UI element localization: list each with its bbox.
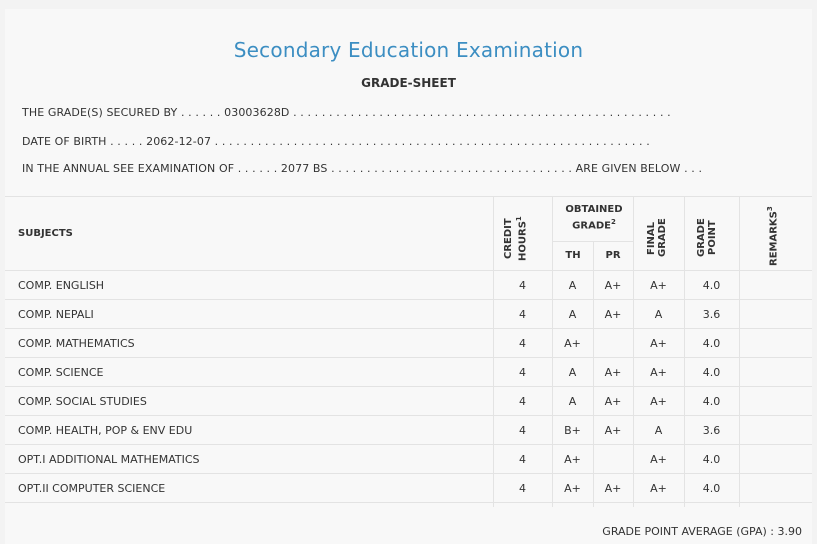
header-subjects: SUBJECTS	[18, 228, 73, 239]
cell-subject: COMP. MATHEMATICS	[18, 337, 135, 350]
table-divider	[5, 415, 812, 416]
table-divider	[5, 473, 812, 474]
table-subheader-divider	[552, 241, 633, 242]
header-remarks	[765, 205, 779, 267]
info-dob-label: DATE OF BIRTH . . . . .	[22, 135, 143, 148]
table-divider	[5, 299, 812, 300]
cell-final: A+	[650, 453, 667, 466]
cell-subject: OPT.II COMPUTER SCIENCE	[18, 482, 166, 495]
header-final-line2: GRADE	[657, 218, 668, 258]
info-dots: . . . . . . . . . . . . . . . . . . . . . . . . . . . . . . . . . . . . . . . . . . . . . . . . . . . . . . . . . . . . .	[214, 135, 650, 148]
cell-subject: COMP. HEALTH, POP & ENV EDU	[18, 424, 193, 437]
cell-final: A	[654, 424, 663, 437]
info-symbol-number: 03003628D	[224, 106, 290, 119]
cell-subject: OPT.I ADDITIONAL MATHEMATICS	[18, 453, 200, 466]
info-exam-end: ARE GIVEN BELOW . . .	[575, 162, 703, 175]
header-obtained-sup: 2	[610, 218, 616, 226]
table-divider	[5, 502, 812, 503]
cell-th: A	[568, 308, 577, 321]
gpa-summary: GRADE POINT AVERAGE (GPA) : 3.90	[602, 525, 802, 538]
header-obtained-line2-wrap	[553, 218, 635, 231]
info-dob	[22, 135, 650, 148]
cell-credit: 4	[519, 337, 526, 350]
cell-credit: 4	[519, 453, 526, 466]
cell-credit: 4	[519, 395, 526, 408]
header-remarks-text: REMARKS	[768, 211, 780, 266]
cell-final: A	[654, 308, 663, 321]
table-column-divider	[739, 196, 740, 507]
info-dots: . . . . . . . . . . . . . . . . . . . . . . . . . . . . . . . . . . . . . . . . . . . . . . . . . . . . .	[293, 106, 671, 119]
cell-subject: COMP. SOCIAL STUDIES	[18, 395, 147, 408]
info-exam-label: IN THE ANNUAL SEE EXAMINATION OF . . . . . .	[22, 162, 278, 175]
cell-th: A+	[564, 453, 581, 466]
header-gp-line1: GRADE	[696, 218, 707, 258]
cell-final: A+	[650, 482, 667, 495]
cell-final: A+	[650, 279, 667, 292]
cell-pr: A+	[604, 366, 622, 379]
cell-pr: A+	[604, 482, 622, 495]
cell-pr: A+	[604, 395, 622, 408]
cell-gp: 3.6	[702, 308, 721, 321]
table-divider	[5, 444, 812, 445]
header-final-line1: FINAL	[646, 221, 657, 255]
header-credit-line2: HOURS	[517, 221, 529, 262]
cell-th: A+	[564, 337, 581, 350]
info-exam-year: 2077 BS	[280, 162, 328, 175]
header-th: TH	[565, 250, 581, 261]
header-remarks-sup: 3	[766, 206, 774, 211]
info-exam	[22, 162, 702, 175]
info-secured-by	[22, 106, 671, 119]
cell-th: A	[568, 395, 577, 408]
cell-credit: 4	[519, 366, 526, 379]
cell-gp: 4.0	[702, 453, 721, 466]
table-divider	[5, 328, 812, 329]
cell-th: A+	[564, 482, 581, 495]
cell-gp: 4.0	[702, 366, 721, 379]
header-gp-line2: POINT	[707, 220, 718, 256]
info-secured-by-label: THE GRADE(S) SECURED BY . . . . . .	[22, 106, 221, 119]
cell-credit: 4	[519, 308, 526, 321]
header-obtained-line2: GRADE	[572, 220, 611, 232]
cell-credit: 4	[519, 279, 526, 292]
cell-gp: 4.0	[702, 279, 721, 292]
cell-final: A+	[650, 337, 667, 350]
cell-gp: 3.6	[702, 424, 721, 437]
cell-pr: A+	[604, 279, 622, 292]
cell-th: A	[568, 366, 577, 379]
info-dots: . . . . . . . . . . . . . . . . . . . . . . . . . . . . . . . . . .	[331, 162, 573, 175]
cell-pr: A+	[604, 308, 622, 321]
cell-subject: COMP. ENGLISH	[18, 279, 105, 292]
header-obtained-grade	[553, 204, 635, 231]
table-divider	[5, 196, 812, 197]
info-dob-value: 2062-12-07	[146, 135, 212, 148]
header-pr: PR	[605, 250, 621, 261]
cell-th: B+	[564, 424, 581, 437]
header-credit-line1: CREDIT	[503, 218, 514, 260]
table-divider	[5, 357, 812, 358]
cell-final: A+	[650, 395, 667, 408]
cell-gp: 4.0	[702, 395, 721, 408]
page-title: Secondary Education Examination	[233, 38, 584, 62]
header-credit-hours	[503, 209, 527, 269]
cell-credit: 4	[519, 482, 526, 495]
header-credit-sup: 1	[515, 216, 523, 222]
header-grade-point	[696, 214, 720, 262]
grade-sheet	[5, 9, 812, 544]
header-final-grade	[646, 214, 670, 262]
table-divider	[5, 386, 812, 387]
table-divider	[5, 270, 812, 271]
cell-th: A	[568, 279, 577, 292]
cell-credit: 4	[519, 424, 526, 437]
cell-final: A+	[650, 366, 667, 379]
page-subtitle: GRADE-SHEET	[361, 76, 456, 90]
cell-subject: COMP. SCIENCE	[18, 366, 104, 379]
cell-subject: COMP. NEPALI	[18, 308, 94, 321]
cell-gp: 4.0	[702, 482, 721, 495]
cell-gp: 4.0	[702, 337, 721, 350]
header-obtained-line1: OBTAINED	[565, 204, 623, 215]
cell-pr: A+	[604, 424, 622, 437]
